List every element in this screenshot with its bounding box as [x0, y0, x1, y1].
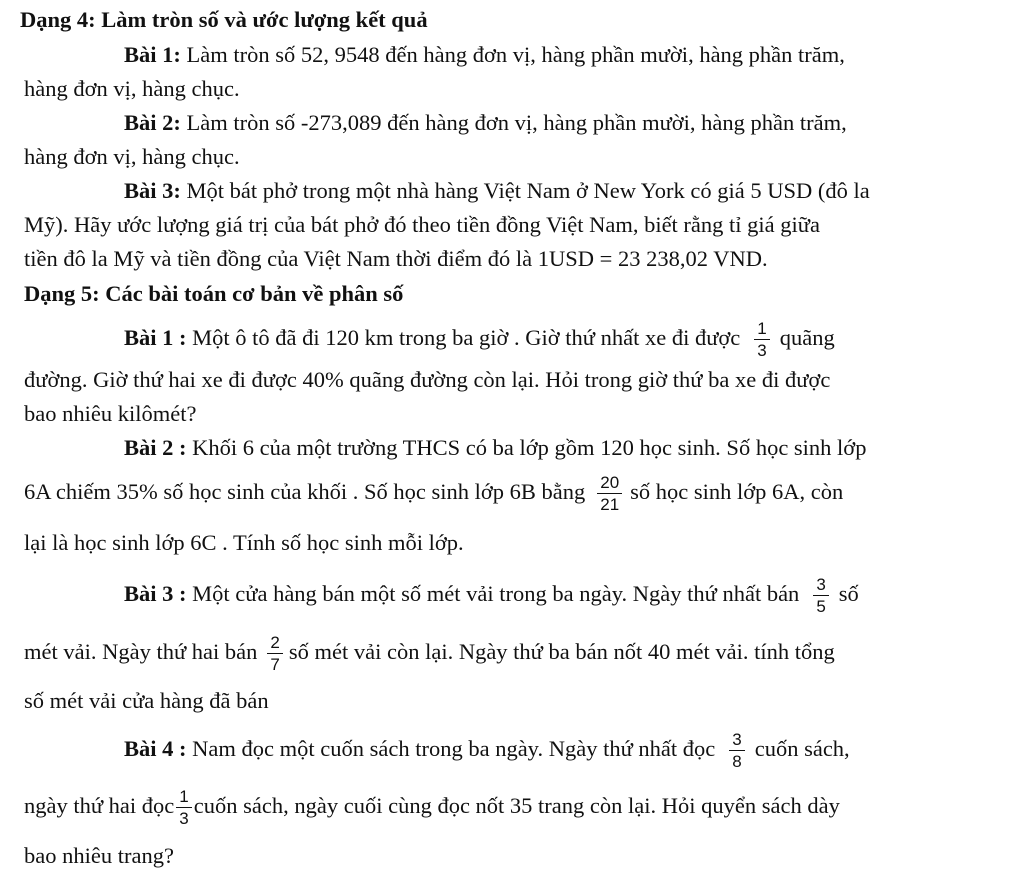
fraction-denominator: 3	[179, 809, 189, 829]
d4-bai3-line2: Mỹ). Hãy ước lượng giá trị của bát phở đó theo tiền đồng Việt Nam, biết rằng tỉ giá giữa	[24, 212, 820, 237]
d5-bai3-line3: số mét vải cửa hàng đã bán	[24, 688, 269, 713]
d4-bai3-line3: tiền đô la Mỹ và tiền đồng của Việt Nam thời điểm đó là 1USD = 23 238,02 VND.	[24, 246, 768, 271]
d4-bai2-text1: Làm tròn số -273,089 đến hàng đơn vị, hàng phần mười, hàng phần trăm,	[180, 110, 847, 135]
dang4-title: Dạng 4: Làm tròn số và ước lượng kết quả	[20, 7, 428, 32]
d5-bai3-line1	[124, 572, 859, 616]
d5-bai4-text1b: cuốn sách,	[754, 736, 850, 761]
fraction-denominator: 8	[732, 752, 742, 772]
d5-bai4-line2	[24, 784, 840, 828]
fraction-denominator: 7	[270, 655, 280, 675]
d5-bai4-text1a: Nam đọc một cuốn sách trong ba ngày. Ngày thứ nhất đọc	[186, 736, 716, 761]
d5-bai2-line1	[124, 434, 866, 462]
d5-bai4-fraction1	[729, 731, 744, 770]
d4-bai1-label: Bài 1:	[124, 42, 181, 67]
d5-bai3-text2a: mét vải. Ngày thứ hai bán	[24, 639, 258, 664]
d5-bai3-text1b: số	[838, 581, 859, 606]
fraction-denominator: 21	[600, 495, 620, 515]
d5-bai3-text2b: số mét vải còn lại. Ngày thứ ba bán nốt 40 mét vải. tính tổng	[288, 639, 835, 664]
fraction-numerator: 20	[597, 474, 622, 494]
d5-bai1-text1b: quãng	[779, 325, 835, 350]
fraction-numerator: 3	[813, 576, 828, 596]
d5-bai4-text2b: cuốn sách, ngày cuối cùng đọc nốt 35 trang còn lại. Hỏi quyển sách dày	[193, 793, 840, 818]
d5-bai2-text2b: số học sinh lớp 6A, còn	[630, 479, 844, 504]
d5-bai2-line2	[24, 470, 843, 514]
d5-bai2-text1: Khối 6 của một trường THCS có ba lớp gồm 120 học sinh. Số học sinh lớp	[186, 435, 867, 460]
d4-bai3-label: Bài 3:	[124, 178, 181, 203]
d5-bai2-line3: lại là học sinh lớp 6C . Tính số học sinh mỗi lớp.	[24, 530, 464, 555]
d5-bai2-label: Bài 2 :	[124, 435, 187, 460]
d4-bai1-text1: Làm tròn số 52, 9548 đến hàng đơn vị, hàng phần mười, hàng phần trăm,	[180, 42, 845, 67]
d4-bai2-line2: hàng đơn vị, hàng chục.	[24, 144, 240, 169]
d4-bai1-line2: hàng đơn vị, hàng chục.	[24, 76, 240, 101]
d4-bai2-label: Bài 2:	[124, 110, 181, 135]
d5-bai4-line3: bao nhiêu trang?	[24, 843, 174, 868]
d5-bai3-text1a: Một cửa hàng bán một số mét vải trong ba ngày. Ngày thứ nhất bán	[186, 581, 800, 606]
d5-bai1-line3: bao nhiêu kilômét?	[24, 401, 197, 426]
d5-bai3-label: Bài 3 :	[124, 581, 187, 606]
d4-bai3-line1	[124, 177, 870, 205]
fraction-numerator: 3	[729, 731, 744, 751]
d5-bai2-text2a: 6A chiếm 35% số học sinh của khối . Số học sinh lớp 6B bằng	[24, 479, 586, 504]
d5-bai1-line2: đường. Giờ thứ hai xe đi được 40% quãng đường còn lại. Hỏi trong giờ thứ ba xe đi được	[24, 367, 831, 392]
d5-bai1-text1a: Một ô tô đã đi 120 km trong ba giờ . Giờ thứ nhất xe đi được	[186, 325, 741, 350]
dang5-title: Dạng 5: Các bài toán cơ bản về phân số	[24, 281, 404, 306]
d4-bai3-text1: Một bát phở trong một nhà hàng Việt Nam ở New York có giá 5 USD (đô la	[180, 178, 870, 203]
d5-bai3-line2	[24, 630, 835, 674]
d4-bai1-line1	[124, 41, 845, 69]
d5-bai1-fraction	[754, 320, 769, 359]
fraction-numerator: 2	[267, 634, 282, 654]
d5-bai3-fraction1	[813, 576, 828, 615]
d5-bai4-label: Bài 4 :	[124, 736, 187, 761]
fraction-numerator: 1	[176, 788, 191, 808]
d4-bai2-line1	[124, 109, 847, 137]
d5-bai1-line1	[124, 316, 835, 360]
d5-bai4-text2a: ngày thứ hai đọc	[24, 793, 175, 818]
fraction-denominator: 5	[816, 597, 826, 617]
d5-bai1-label: Bài 1 :	[124, 325, 187, 350]
fraction-denominator: 3	[757, 341, 767, 361]
d5-bai3-fraction2	[267, 634, 282, 673]
fraction-numerator: 1	[754, 320, 769, 340]
d5-bai4-fraction2	[176, 788, 191, 827]
d5-bai2-fraction	[597, 474, 622, 513]
d5-bai4-line1	[124, 727, 850, 771]
